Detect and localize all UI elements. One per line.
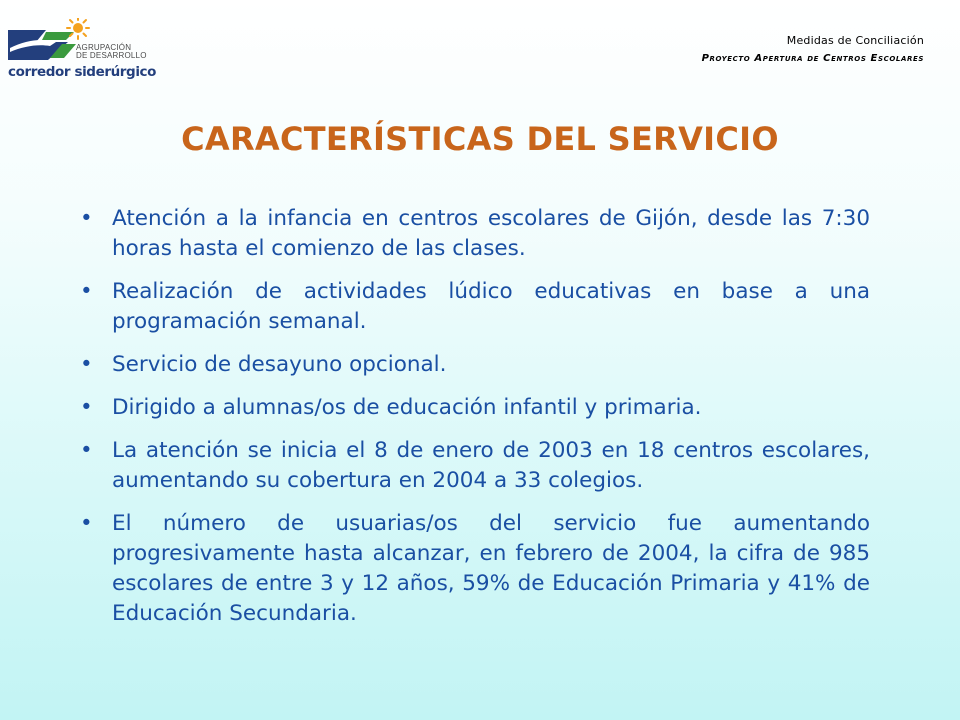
bullet-dot-icon: • (80, 206, 93, 231)
logo-org-line1: AGRUPACIÓN (76, 43, 132, 52)
sun-icon (67, 18, 89, 39)
logo-brand-name: corredor siderúrgico (8, 64, 157, 80)
bullet-text: El número de usuarias/os del servicio fue aumentando progresivamente hasta alcanzar, en febrero de 2004, la cifra de 985 escolares de entre 3 y 12 años, 59% de Educación Primaria y 41% de Educación Secundaria. (112, 511, 870, 626)
header-measures-label: Medidas de Conciliación (786, 34, 924, 47)
organization-logo (6, 18, 156, 82)
bullet-text: Realización de actividades lúdico educativas en base a una programación semanal. (112, 279, 870, 334)
bullet-dot-icon: • (80, 438, 93, 463)
bullet-item (80, 509, 870, 629)
bullet-dot-icon: • (80, 511, 93, 536)
bullet-item (80, 204, 870, 264)
header-project-label: Proyecto Apertura de Centros Escolares (701, 53, 924, 64)
bullet-text: Dirigido a alumnas/os de educación infantil y primaria. (112, 395, 702, 420)
bullet-dot-icon: • (80, 352, 93, 377)
bullet-item (80, 277, 870, 337)
bullet-text: La atención se inicia el 8 de enero de 2003 en 18 centros escolares, aumentando su cobertura en 2004 a 33 colegios. (112, 438, 870, 493)
logo-organization-text (76, 44, 147, 60)
bullet-list (80, 204, 870, 642)
logo-org-line2: DE DESARROLLO (76, 51, 147, 60)
header-project-info (702, 34, 924, 64)
bullet-dot-icon: • (80, 395, 93, 420)
bullet-item (80, 393, 870, 423)
slide-title: CARACTERÍSTICAS DEL SERVICIO (181, 120, 779, 158)
bullet-dot-icon: • (80, 279, 93, 304)
bullet-text: Servicio de desayuno opcional. (112, 352, 447, 377)
bullet-text: Atención a la infancia en centros escolares de Gijón, desde las 7:30 horas hasta el comienzo de las clases. (112, 206, 870, 261)
bullet-item (80, 350, 870, 380)
bullet-item (80, 436, 870, 496)
